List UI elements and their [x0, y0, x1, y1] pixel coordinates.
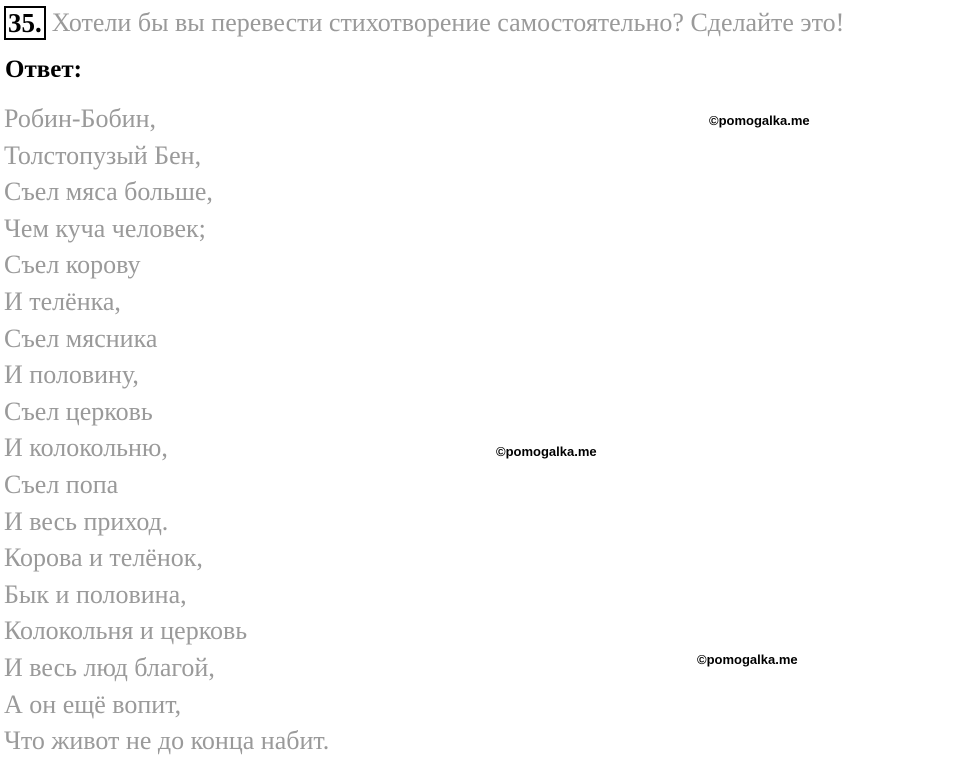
poem-line: Съел корову: [4, 250, 141, 280]
poem-line: Съел церковь: [4, 396, 153, 426]
poem-line: Корова и телёнок,: [4, 543, 203, 573]
poem-line: Бык и половина,: [4, 579, 187, 609]
poem-line: И половину,: [4, 360, 139, 390]
poem-line: Колокольня и церковь: [4, 616, 248, 646]
poem-line: Съел попа: [4, 469, 119, 499]
poem-line: Что живот не до конца набит.: [4, 726, 330, 756]
poem-line: И весь люд благой,: [4, 652, 215, 682]
task-text: Хотели бы вы перевести стихотворение самостоятельно? Сделайте это!: [51, 8, 845, 37]
answer-label: Ответ:: [5, 56, 82, 83]
task-number: 35.: [4, 6, 46, 40]
poem-line: И телёнка,: [4, 286, 121, 316]
poem: [4, 101, 329, 760]
poem-line: Толстопузый Бен,: [4, 140, 202, 170]
poem-line: Чем куча человек;: [4, 213, 206, 243]
poem-line: Съел мяса больше,: [4, 177, 213, 207]
watermark: ©pomogalka.me: [697, 652, 798, 667]
task-header: [4, 6, 844, 40]
watermark: ©pomogalka.me: [709, 113, 810, 128]
poem-line: А он ещё вопит,: [4, 689, 182, 719]
poem-line: Съел мясника: [4, 323, 158, 353]
poem-line: Робин-Бобин,: [4, 104, 157, 133]
watermark: ©pomogalka.me: [496, 444, 597, 459]
poem-line: И колокольню,: [4, 433, 168, 463]
poem-line: И весь приход.: [4, 506, 169, 536]
